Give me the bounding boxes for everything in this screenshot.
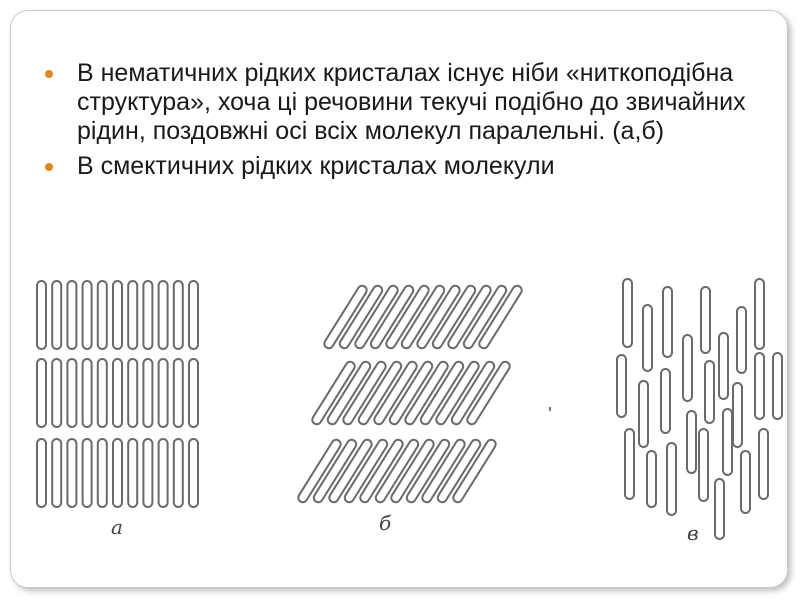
molecule-rod	[699, 429, 708, 501]
panel-label-b: б	[379, 511, 392, 535]
panel-label-c: в	[687, 521, 699, 545]
molecule-rod	[159, 359, 168, 427]
molecule-rod	[447, 284, 493, 350]
molecule-rod	[174, 359, 183, 427]
molecule-rod	[52, 439, 61, 507]
molecule-rod	[328, 438, 374, 504]
panel-b-tilted-layers	[297, 284, 524, 504]
molecule-rod	[705, 361, 714, 423]
molecule-rod	[52, 359, 61, 427]
molecule-rod	[357, 360, 403, 426]
bullet-item-nematic	[41, 59, 761, 146]
molecule-rod	[405, 438, 451, 504]
molecule-rod	[83, 281, 92, 349]
molecule-rod	[143, 359, 152, 427]
molecule-rod	[400, 284, 446, 350]
molecule-rod	[128, 281, 137, 349]
molecule-rod	[143, 439, 152, 507]
molecule-rod	[683, 335, 692, 401]
molecule-rod	[419, 360, 465, 426]
molecule-rod	[113, 439, 122, 507]
molecule-rod	[715, 479, 724, 539]
molecule-rod	[98, 281, 107, 349]
bullet-dot-icon	[45, 163, 53, 171]
molecule-rod	[719, 333, 728, 399]
molecule-rod	[625, 429, 634, 499]
molecule-rod	[67, 439, 76, 507]
molecule-rod	[326, 360, 372, 426]
molecule-rod	[83, 439, 92, 507]
molecule-rod	[323, 284, 369, 350]
molecule-rod	[359, 438, 405, 504]
molecule-rod	[159, 281, 168, 349]
molecule-rod	[759, 429, 768, 499]
molecule-rod	[623, 279, 632, 347]
molecule-rod	[159, 439, 168, 507]
molecule-rod	[663, 287, 672, 357]
molecule-rod	[421, 438, 467, 504]
molecule-rod	[128, 359, 137, 427]
bullet-dot-icon	[45, 70, 53, 78]
molecule-rod	[83, 359, 92, 427]
molecule-rod	[374, 438, 420, 504]
molecule-rod	[369, 284, 415, 350]
panel-a-smectic-layers	[37, 281, 198, 507]
molecule-rod	[436, 438, 482, 504]
bullet-list	[41, 59, 761, 187]
molecule-rod	[478, 284, 524, 350]
molecule-rod	[687, 411, 696, 473]
molecule-rod	[189, 281, 198, 349]
molecule-rod	[338, 284, 384, 350]
molecule-rod	[390, 438, 436, 504]
molecular-structure-figure	[11, 243, 787, 587]
molecule-rod	[343, 438, 389, 504]
molecule-rod	[431, 284, 477, 350]
molecule-rod	[37, 439, 46, 507]
molecule-rod	[113, 359, 122, 427]
molecule-rod	[450, 360, 496, 426]
molecule-rod	[667, 443, 676, 515]
molecule-rod	[661, 369, 670, 433]
molecule-rod	[373, 360, 419, 426]
molecule-rod	[312, 438, 358, 504]
molecule-rod	[128, 439, 137, 507]
molecule-rod	[435, 360, 481, 426]
molecule-rod	[741, 451, 750, 513]
molecule-rod	[67, 359, 76, 427]
molecule-rod	[113, 281, 122, 349]
molecule-rod	[37, 359, 46, 427]
scan-speck	[549, 407, 551, 411]
molecule-rod	[773, 353, 782, 419]
molecule-rod	[385, 284, 431, 350]
molecule-rod	[297, 438, 343, 504]
molecule-rod	[733, 383, 742, 447]
molecule-rod	[342, 360, 388, 426]
bullet-text-smectic: В смектичних рідких кристалах молекули	[77, 152, 555, 180]
molecule-rod	[416, 284, 462, 350]
molecule-rod	[639, 381, 648, 447]
molecule-rod	[462, 284, 508, 350]
molecule-rod	[647, 451, 656, 507]
molecule-rod	[354, 284, 400, 350]
panel-c-nematic	[617, 279, 782, 539]
bullet-item-smectic	[41, 152, 761, 181]
molecule-rod	[98, 439, 107, 507]
molecule-rod	[617, 355, 626, 417]
molecule-rod	[52, 281, 61, 349]
molecule-rod	[143, 281, 152, 349]
molecule-rod	[388, 360, 434, 426]
molecule-rod	[701, 287, 710, 353]
molecule-rod	[723, 409, 732, 475]
bullet-text-nematic: В нематичних рідких кристалах існує ніби «ниткоподібна структура», хоча ці речовини текучі подібно до звичайних рідин, поздовжні осі всіх молекул паралельні. (а,б)	[77, 59, 746, 145]
molecule-rod	[643, 305, 652, 371]
molecule-rod	[452, 438, 498, 504]
slide	[10, 10, 788, 588]
molecule-rod	[404, 360, 450, 426]
molecule-rod	[755, 353, 764, 419]
molecule-rod	[189, 359, 198, 427]
molecule-rod	[98, 359, 107, 427]
molecule-rod	[311, 360, 357, 426]
molecule-rod	[67, 281, 76, 349]
molecule-rod	[37, 281, 46, 349]
molecule-rod	[755, 279, 764, 349]
figure-illustration	[11, 243, 787, 587]
molecule-rod	[737, 307, 746, 373]
panel-label-a: а	[111, 515, 123, 539]
molecule-rod	[174, 439, 183, 507]
molecule-rod	[174, 281, 183, 349]
molecule-rod	[466, 360, 512, 426]
molecule-rod	[189, 439, 198, 507]
